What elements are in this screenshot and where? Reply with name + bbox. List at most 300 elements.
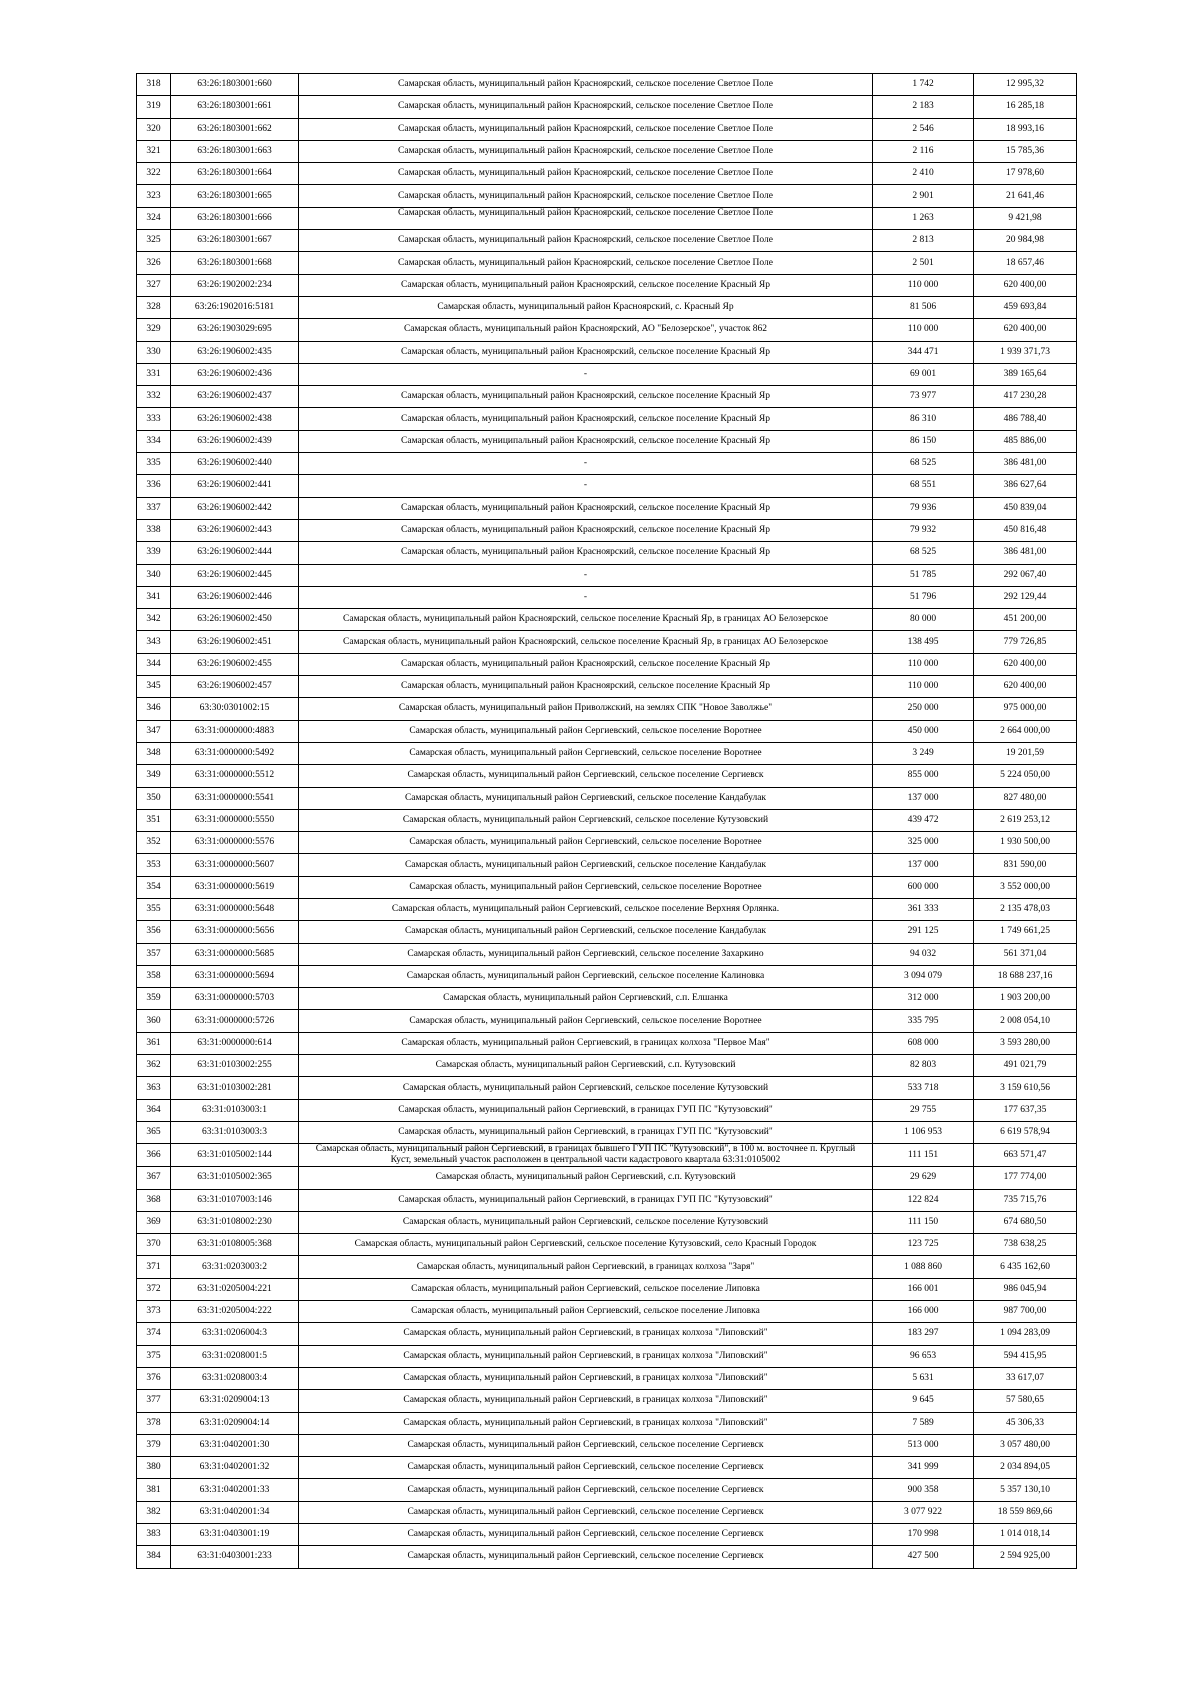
area-cell: 361 333 — [873, 898, 974, 920]
cadastral-number-cell: 63:26:1906002:440 — [171, 453, 299, 475]
area-cell: 138 495 — [873, 631, 974, 653]
cadastral-number-cell: 63:26:1803001:668 — [171, 252, 299, 274]
table-row — [137, 274, 1077, 296]
row-number-cell: 359 — [137, 988, 171, 1010]
cadastral-number-cell: 63:26:1803001:665 — [171, 185, 299, 207]
table-row — [137, 1055, 1077, 1077]
area-cell: 111 150 — [873, 1211, 974, 1233]
area-cell: 2 501 — [873, 252, 974, 274]
cost-cell: 451 200,00 — [974, 609, 1077, 631]
row-number-cell: 345 — [137, 676, 171, 698]
address-cell: Самарская область, муниципальный район Сергиевский, сельское поселение Сергиевск — [299, 765, 873, 787]
table-row — [137, 1524, 1077, 1546]
cadastral-number-cell: 63:31:0000000:5576 — [171, 832, 299, 854]
table-row — [137, 742, 1077, 764]
area-cell: 123 725 — [873, 1234, 974, 1256]
cadastral-number-cell: 63:26:1902016:5181 — [171, 296, 299, 318]
cost-cell: 831 590,00 — [974, 854, 1077, 876]
table-row — [137, 497, 1077, 519]
cost-cell: 450 839,04 — [974, 497, 1077, 519]
cadastral-number-cell: 63:26:1906002:436 — [171, 363, 299, 385]
row-number-cell: 366 — [137, 1144, 171, 1167]
row-number-cell: 384 — [137, 1546, 171, 1568]
address-cell: Самарская область, муниципальный район Сергиевский, сельское поселение Сергиевск — [299, 1434, 873, 1456]
cost-cell: 450 816,48 — [974, 519, 1077, 541]
address-cell: Самарская область, муниципальный район Красноярский, сельское поселение Красный Яр — [299, 653, 873, 675]
address-cell: Самарская область, муниципальный район Красноярский, сельское поселение Красный Яр, в границах АО Белозерское — [299, 631, 873, 653]
area-cell: 137 000 — [873, 787, 974, 809]
area-cell: 68 525 — [873, 542, 974, 564]
area-cell: 166 001 — [873, 1278, 974, 1300]
area-cell: 73 977 — [873, 386, 974, 408]
address-cell: Самарская область, муниципальный район Красноярский, сельское поселение Красный Яр — [299, 341, 873, 363]
table-row — [137, 1167, 1077, 1189]
table-row — [137, 542, 1077, 564]
row-number-cell: 334 — [137, 430, 171, 452]
address-cell: Самарская область, муниципальный район Сергиевский, в границах ГУП ПС "Кутузовский" — [299, 1099, 873, 1121]
address-cell: - — [299, 475, 873, 497]
cost-cell: 2 619 253,12 — [974, 809, 1077, 831]
cadastral-number-cell: 63:26:1906002:441 — [171, 475, 299, 497]
table-row — [137, 876, 1077, 898]
area-cell: 900 358 — [873, 1479, 974, 1501]
land-plots-table — [136, 73, 1077, 1569]
cadastral-number-cell: 63:26:1906002:450 — [171, 609, 299, 631]
area-cell: 600 000 — [873, 876, 974, 898]
table-row — [137, 965, 1077, 987]
row-number-cell: 324 — [137, 207, 171, 229]
address-cell: Самарская область, муниципальный район Сергиевский, сельское поселение Воротнее — [299, 876, 873, 898]
row-number-cell: 354 — [137, 876, 171, 898]
table-row — [137, 1121, 1077, 1143]
cadastral-number-cell: 63:31:0103003:1 — [171, 1099, 299, 1121]
cadastral-number-cell: 63:31:0108005:368 — [171, 1234, 299, 1256]
cost-cell: 986 045,94 — [974, 1278, 1077, 1300]
cost-cell: 3 159 610,56 — [974, 1077, 1077, 1099]
table-row — [137, 1211, 1077, 1233]
cost-cell: 20 984,98 — [974, 230, 1077, 252]
cadastral-number-cell: 63:26:1803001:667 — [171, 230, 299, 252]
area-cell: 608 000 — [873, 1032, 974, 1054]
address-cell: Самарская область, муниципальный район Сергиевский, сельское поселение Сергиевск — [299, 1546, 873, 1568]
cadastral-number-cell: 63:31:0000000:5512 — [171, 765, 299, 787]
cost-cell: 12 995,32 — [974, 74, 1077, 96]
table-row — [137, 631, 1077, 653]
cost-cell: 1 939 371,73 — [974, 341, 1077, 363]
cost-cell: 620 400,00 — [974, 319, 1077, 341]
table-row — [137, 1323, 1077, 1345]
area-cell: 110 000 — [873, 319, 974, 341]
address-cell: Самарская область, муниципальный район Красноярский, сельское поселение Красный Яр — [299, 676, 873, 698]
cost-cell: 45 306,33 — [974, 1412, 1077, 1434]
table-row — [137, 1479, 1077, 1501]
area-cell: 110 000 — [873, 274, 974, 296]
address-cell: Самарская область, муниципальный район Сергиевский, сельское поселение Липовка — [299, 1278, 873, 1300]
cost-cell: 386 627,64 — [974, 475, 1077, 497]
row-number-cell: 335 — [137, 453, 171, 475]
area-cell: 5 631 — [873, 1367, 974, 1389]
area-cell: 344 471 — [873, 341, 974, 363]
address-cell: - — [299, 363, 873, 385]
area-cell: 3 077 922 — [873, 1501, 974, 1523]
address-cell: Самарская область, муниципальный район Сергиевский, сельское поселение Кандабулак — [299, 854, 873, 876]
cost-cell: 6 435 162,60 — [974, 1256, 1077, 1278]
table-row — [137, 386, 1077, 408]
table-row — [137, 765, 1077, 787]
cadastral-number-cell: 63:31:0000000:5541 — [171, 787, 299, 809]
address-cell: Самарская область, муниципальный район Красноярский, сельское поселение Светлое Поле — [299, 185, 873, 207]
area-cell: 2 410 — [873, 163, 974, 185]
area-cell: 86 310 — [873, 408, 974, 430]
area-cell: 170 998 — [873, 1524, 974, 1546]
table-row — [137, 296, 1077, 318]
address-cell: Самарская область, муниципальный район Красноярский, сельское поселение Светлое Поле — [299, 118, 873, 140]
address-cell: Самарская область, муниципальный район Сергиевский, сельское поселение Воротнее — [299, 1010, 873, 1032]
row-number-cell: 381 — [137, 1479, 171, 1501]
address-cell: Самарская область, муниципальный район Красноярский, сельское поселение Светлое Поле — [299, 230, 873, 252]
area-cell: 335 795 — [873, 1010, 974, 1032]
area-cell: 513 000 — [873, 1434, 974, 1456]
area-cell: 325 000 — [873, 832, 974, 854]
table-row — [137, 363, 1077, 385]
address-cell: Самарская область, муниципальный район Сергиевский, в границах колхоза "Липовский" — [299, 1345, 873, 1367]
area-cell: 3 094 079 — [873, 965, 974, 987]
cost-cell: 594 415,95 — [974, 1345, 1077, 1367]
address-cell: Самарская область, муниципальный район Сергиевский, сельское поселение Калиновка — [299, 965, 873, 987]
address-cell: Самарская область, муниципальный район Сергиевский, сельское поселение Сергиевск — [299, 1457, 873, 1479]
table-row — [137, 230, 1077, 252]
row-number-cell: 340 — [137, 564, 171, 586]
table-row — [137, 1010, 1077, 1032]
row-number-cell: 321 — [137, 140, 171, 162]
cadastral-number-cell: 63:31:0000000:5492 — [171, 742, 299, 764]
cadastral-number-cell: 63:31:0000000:4883 — [171, 720, 299, 742]
area-cell: 80 000 — [873, 609, 974, 631]
cadastral-number-cell: 63:30:0301002:15 — [171, 698, 299, 720]
cost-cell: 3 593 280,00 — [974, 1032, 1077, 1054]
row-number-cell: 363 — [137, 1077, 171, 1099]
address-cell: Самарская область, муниципальный район Сергиевский, сельское поселение Кандабулак — [299, 921, 873, 943]
cadastral-number-cell: 63:31:0402001:30 — [171, 1434, 299, 1456]
table-row — [137, 1367, 1077, 1389]
address-cell: Самарская область, муниципальный район Красноярский, сельское поселение Красный Яр — [299, 386, 873, 408]
address-cell: - — [299, 453, 873, 475]
cadastral-number-cell: 63:31:0402001:33 — [171, 1479, 299, 1501]
address-cell: Самарская область, муниципальный район Сергиевский, с.п. Кутузовский — [299, 1167, 873, 1189]
address-cell: Самарская область, муниципальный район Сергиевский, с.п. Елшанка — [299, 988, 873, 1010]
row-number-cell: 346 — [137, 698, 171, 720]
cost-cell: 6 619 578,94 — [974, 1121, 1077, 1143]
row-number-cell: 377 — [137, 1390, 171, 1412]
cost-cell: 177 774,00 — [974, 1167, 1077, 1189]
area-cell: 68 551 — [873, 475, 974, 497]
cost-cell: 485 886,00 — [974, 430, 1077, 452]
row-number-cell: 325 — [137, 230, 171, 252]
cost-cell: 17 978,60 — [974, 163, 1077, 185]
table-row — [137, 96, 1077, 118]
cadastral-number-cell: 63:31:0000000:5726 — [171, 1010, 299, 1032]
address-cell: Самарская область, муниципальный район Сергиевский, сельское поселение Кутузовский, село Красный Городок — [299, 1234, 873, 1256]
table-row — [137, 809, 1077, 831]
table-row — [137, 609, 1077, 631]
address-cell: Самарская область, муниципальный район Сергиевский, сельское поселение Воротнее — [299, 742, 873, 764]
row-number-cell: 367 — [137, 1167, 171, 1189]
cost-cell: 33 617,07 — [974, 1367, 1077, 1389]
cadastral-number-cell: 63:26:1803001:666 — [171, 207, 299, 229]
area-cell: 2 813 — [873, 230, 974, 252]
address-cell: Самарская область, муниципальный район Сергиевский, в границах бывшего ГУП ПС "Кутузовский", в 100 м. восточнее п. Круглый Куст, земельный участок расположен в центральной части кадастрового квартала 63:31:0105002 — [299, 1144, 873, 1167]
table-row — [137, 519, 1077, 541]
row-number-cell: 364 — [137, 1099, 171, 1121]
cadastral-number-cell: 63:31:0107003:146 — [171, 1189, 299, 1211]
cost-cell: 1 930 500,00 — [974, 832, 1077, 854]
address-cell: Самарская область, муниципальный район Сергиевский, сельское поселение Сергиевск — [299, 1501, 873, 1523]
cost-cell: 5 224 050,00 — [974, 765, 1077, 787]
row-number-cell: 333 — [137, 408, 171, 430]
cadastral-number-cell: 63:31:0209004:13 — [171, 1390, 299, 1412]
area-cell: 2 116 — [873, 140, 974, 162]
row-number-cell: 383 — [137, 1524, 171, 1546]
area-cell: 79 936 — [873, 497, 974, 519]
cost-cell: 9 421,98 — [974, 207, 1077, 229]
row-number-cell: 374 — [137, 1323, 171, 1345]
cadastral-number-cell: 63:26:1906002:439 — [171, 430, 299, 452]
address-cell: Самарская область, муниципальный район Сергиевский, сельское поселение Липовка — [299, 1301, 873, 1323]
address-cell: - — [299, 586, 873, 608]
address-cell: Самарская область, муниципальный район Сергиевский, в границах колхоза "Заря" — [299, 1256, 873, 1278]
cadastral-number-cell: 63:31:0103002:281 — [171, 1077, 299, 1099]
row-number-cell: 329 — [137, 319, 171, 341]
row-number-cell: 358 — [137, 965, 171, 987]
area-cell: 94 032 — [873, 943, 974, 965]
row-number-cell: 328 — [137, 296, 171, 318]
cost-cell: 5 357 130,10 — [974, 1479, 1077, 1501]
land-plots-table-page — [136, 73, 1076, 1569]
row-number-cell: 323 — [137, 185, 171, 207]
row-number-cell: 350 — [137, 787, 171, 809]
area-cell: 183 297 — [873, 1323, 974, 1345]
area-cell: 250 000 — [873, 698, 974, 720]
area-cell: 137 000 — [873, 854, 974, 876]
cadastral-number-cell: 63:31:0000000:614 — [171, 1032, 299, 1054]
address-cell: Самарская область, муниципальный район Красноярский, сельское поселение Красный Яр — [299, 408, 873, 430]
cost-cell: 16 285,18 — [974, 96, 1077, 118]
row-number-cell: 331 — [137, 363, 171, 385]
area-cell: 69 001 — [873, 363, 974, 385]
area-cell: 110 000 — [873, 653, 974, 675]
row-number-cell: 361 — [137, 1032, 171, 1054]
cost-cell: 18 993,16 — [974, 118, 1077, 140]
row-number-cell: 337 — [137, 497, 171, 519]
cadastral-number-cell: 63:26:1803001:661 — [171, 96, 299, 118]
area-cell: 312 000 — [873, 988, 974, 1010]
cost-cell: 827 480,00 — [974, 787, 1077, 809]
cadastral-number-cell: 63:26:1803001:664 — [171, 163, 299, 185]
table-row — [137, 453, 1077, 475]
cost-cell: 417 230,28 — [974, 386, 1077, 408]
table-row — [137, 1144, 1077, 1167]
cadastral-number-cell: 63:31:0000000:5607 — [171, 854, 299, 876]
row-number-cell: 348 — [137, 742, 171, 764]
address-cell: Самарская область, муниципальный район Сергиевский, сельское поселение Воротнее — [299, 720, 873, 742]
cadastral-number-cell: 63:26:1906002:437 — [171, 386, 299, 408]
address-cell: Самарская область, муниципальный район Красноярский, сельское поселение Красный Яр — [299, 274, 873, 296]
table-row — [137, 185, 1077, 207]
row-number-cell: 362 — [137, 1055, 171, 1077]
cost-cell: 1 903 200,00 — [974, 988, 1077, 1010]
cost-cell: 738 638,25 — [974, 1234, 1077, 1256]
row-number-cell: 356 — [137, 921, 171, 943]
cadastral-number-cell: 63:26:1906002:445 — [171, 564, 299, 586]
cost-cell: 3 552 000,00 — [974, 876, 1077, 898]
cadastral-number-cell: 63:26:1902002:234 — [171, 274, 299, 296]
table-row — [137, 1256, 1077, 1278]
cost-cell: 177 637,35 — [974, 1099, 1077, 1121]
row-number-cell: 327 — [137, 274, 171, 296]
row-number-cell: 373 — [137, 1301, 171, 1323]
address-cell: Самарская область, муниципальный район Красноярский, АО "Белозерское", участок 862 — [299, 319, 873, 341]
row-number-cell: 349 — [137, 765, 171, 787]
address-cell: Самарская область, муниципальный район Красноярский, с. Красный Яр — [299, 296, 873, 318]
area-cell: 51 785 — [873, 564, 974, 586]
row-number-cell: 365 — [137, 1121, 171, 1143]
row-number-cell: 320 — [137, 118, 171, 140]
table-row — [137, 252, 1077, 274]
table-row — [137, 676, 1077, 698]
area-cell: 29 629 — [873, 1167, 974, 1189]
address-cell: Самарская область, муниципальный район Красноярский, сельское поселение Красный Яр — [299, 430, 873, 452]
row-number-cell: 326 — [137, 252, 171, 274]
address-cell: Самарская область, муниципальный район Сергиевский, с.п. Кутузовский — [299, 1055, 873, 1077]
table-row — [137, 988, 1077, 1010]
row-number-cell: 370 — [137, 1234, 171, 1256]
table-row — [137, 564, 1077, 586]
cadastral-number-cell: 63:31:0105002:144 — [171, 1144, 299, 1167]
cost-cell: 292 067,40 — [974, 564, 1077, 586]
table-row — [137, 1390, 1077, 1412]
table-row — [137, 1234, 1077, 1256]
cadastral-number-cell: 63:26:1803001:663 — [171, 140, 299, 162]
area-cell: 533 718 — [873, 1077, 974, 1099]
area-cell: 1 088 860 — [873, 1256, 974, 1278]
cost-cell: 15 785,36 — [974, 140, 1077, 162]
row-number-cell: 382 — [137, 1501, 171, 1523]
area-cell: 82 803 — [873, 1055, 974, 1077]
area-cell: 86 150 — [873, 430, 974, 452]
row-number-cell: 330 — [137, 341, 171, 363]
cadastral-number-cell: 63:31:0403001:233 — [171, 1546, 299, 1568]
table-row — [137, 1434, 1077, 1456]
cost-cell: 3 057 480,00 — [974, 1434, 1077, 1456]
cost-cell: 2 664 000,00 — [974, 720, 1077, 742]
cost-cell: 57 580,65 — [974, 1390, 1077, 1412]
row-number-cell: 371 — [137, 1256, 171, 1278]
area-cell: 96 653 — [873, 1345, 974, 1367]
cadastral-number-cell: 63:26:1906002:451 — [171, 631, 299, 653]
cost-cell: 2 135 478,03 — [974, 898, 1077, 920]
table-row — [137, 698, 1077, 720]
cadastral-number-cell: 63:31:0402001:32 — [171, 1457, 299, 1479]
row-number-cell: 378 — [137, 1412, 171, 1434]
table-row — [137, 653, 1077, 675]
cost-cell: 18 559 869,66 — [974, 1501, 1077, 1523]
address-cell: Самарская область, муниципальный район Сергиевский, сельское поселение Кутузовский — [299, 1211, 873, 1233]
address-cell: Самарская область, муниципальный район Красноярский, сельское поселение Светлое Поле — [299, 140, 873, 162]
row-number-cell: 380 — [137, 1457, 171, 1479]
address-cell: Самарская область, муниципальный район Сергиевский, сельское поселение Верхняя Орлянка. — [299, 898, 873, 920]
address-cell: - — [299, 564, 873, 586]
cost-cell: 2 008 054,10 — [974, 1010, 1077, 1032]
table-row — [137, 319, 1077, 341]
area-cell: 79 932 — [873, 519, 974, 541]
address-cell: Самарская область, муниципальный район Сергиевский, сельское поселение Кандабулак — [299, 787, 873, 809]
area-cell: 29 755 — [873, 1099, 974, 1121]
cadastral-number-cell: 63:31:0000000:5619 — [171, 876, 299, 898]
area-cell: 341 999 — [873, 1457, 974, 1479]
row-number-cell: 355 — [137, 898, 171, 920]
cadastral-number-cell: 63:31:0000000:5685 — [171, 943, 299, 965]
area-cell: 855 000 — [873, 765, 974, 787]
address-cell: Самарская область, муниципальный район Сергиевский, сельское поселение Кутузовский — [299, 809, 873, 831]
row-number-cell: 332 — [137, 386, 171, 408]
cost-cell: 663 571,47 — [974, 1144, 1077, 1167]
area-cell: 439 472 — [873, 809, 974, 831]
address-cell: Самарская область, муниципальный район Сергиевский, сельское поселение Захаркино — [299, 943, 873, 965]
cadastral-number-cell: 63:26:1906002:457 — [171, 676, 299, 698]
row-number-cell: 319 — [137, 96, 171, 118]
area-cell: 110 000 — [873, 676, 974, 698]
address-cell: Самарская область, муниципальный район Красноярский, сельское поселение Красный Яр, в границах АО Белозерское — [299, 609, 873, 631]
cadastral-number-cell: 63:31:0209004:14 — [171, 1412, 299, 1434]
cost-cell: 21 641,46 — [974, 185, 1077, 207]
cadastral-number-cell: 63:31:0205004:221 — [171, 1278, 299, 1300]
cost-cell: 674 680,50 — [974, 1211, 1077, 1233]
table-row — [137, 1099, 1077, 1121]
table-row — [137, 163, 1077, 185]
cost-cell: 987 700,00 — [974, 1301, 1077, 1323]
row-number-cell: 357 — [137, 943, 171, 965]
cost-cell: 2 594 925,00 — [974, 1546, 1077, 1568]
area-cell: 2 183 — [873, 96, 974, 118]
address-cell: Самарская область, муниципальный район Красноярский, сельское поселение Светлое Поле — [299, 252, 873, 274]
table-row — [137, 720, 1077, 742]
row-number-cell: 352 — [137, 832, 171, 854]
table-row — [137, 1301, 1077, 1323]
cost-cell: 386 481,00 — [974, 542, 1077, 564]
address-cell: Самарская область, муниципальный район Сергиевский, в границах колхоза "Липовский" — [299, 1323, 873, 1345]
area-cell: 3 249 — [873, 742, 974, 764]
cadastral-number-cell: 63:31:0000000:5694 — [171, 965, 299, 987]
cadastral-number-cell: 63:26:1906002:455 — [171, 653, 299, 675]
address-cell: Самарская область, муниципальный район Сергиевский, в границах ГУП ПС "Кутузовский" — [299, 1189, 873, 1211]
cost-cell: 620 400,00 — [974, 274, 1077, 296]
table-row — [137, 1457, 1077, 1479]
row-number-cell: 343 — [137, 631, 171, 653]
area-cell: 81 506 — [873, 296, 974, 318]
address-cell: Самарская область, муниципальный район Красноярский, сельское поселение Красный Яр — [299, 519, 873, 541]
cadastral-number-cell: 63:31:0105002:365 — [171, 1167, 299, 1189]
table-row — [137, 475, 1077, 497]
address-cell: Самарская область, муниципальный район Сергиевский, в границах ГУП ПС "Кутузовский" — [299, 1121, 873, 1143]
table-row — [137, 430, 1077, 452]
cadastral-number-cell: 63:26:1906002:438 — [171, 408, 299, 430]
cadastral-number-cell: 63:31:0000000:5550 — [171, 809, 299, 831]
address-cell: Самарская область, муниципальный район Красноярский, сельское поселение Светлое Поле — [299, 207, 873, 229]
row-number-cell: 353 — [137, 854, 171, 876]
table-row — [137, 921, 1077, 943]
cadastral-number-cell: 63:31:0000000:5703 — [171, 988, 299, 1010]
cadastral-number-cell: 63:26:1906002:443 — [171, 519, 299, 541]
